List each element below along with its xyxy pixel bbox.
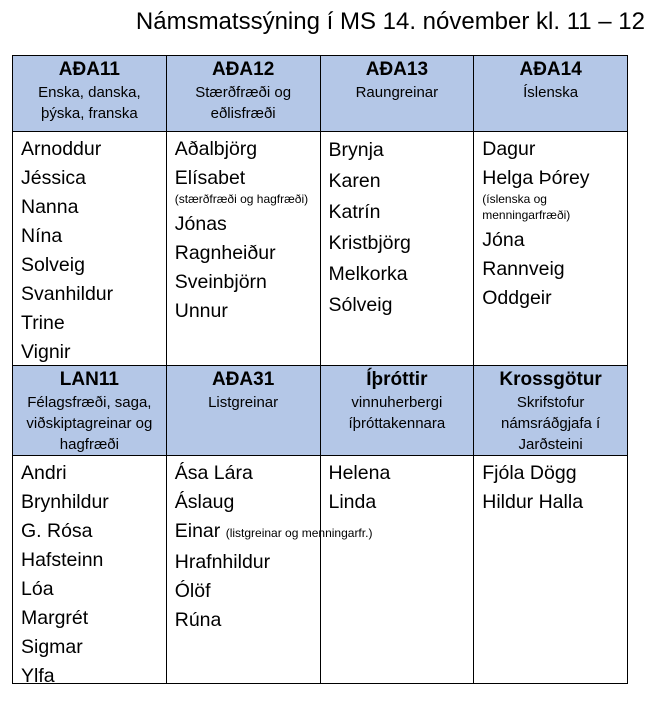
name-note: (listgreinar og menningarfr.) <box>225 526 373 540</box>
group-names-ithrottir <box>320 456 474 684</box>
group-header-ada31 <box>166 366 320 456</box>
name: Linda <box>328 491 377 513</box>
name: Vignir <box>21 341 71 363</box>
group-header-ada11 <box>13 56 167 132</box>
name: Melkorka <box>328 263 408 285</box>
name: Kristbjörg <box>328 232 411 254</box>
name: Ása Lára <box>174 462 253 484</box>
group-subject: Félagsfræði, saga, viðskiptagreinar og hagfræði <box>26 394 153 453</box>
name: Nína <box>21 225 63 247</box>
name: Svanhildur <box>21 283 114 305</box>
name: Oddgeir <box>482 287 552 309</box>
group-code: AÐA12 <box>211 59 275 80</box>
group-subject: Íslenska <box>523 84 579 101</box>
name: Karen <box>328 170 381 192</box>
name: Jónas <box>174 213 227 235</box>
group-header-ada14 <box>474 56 628 132</box>
group-subject: Enska, danska, þýska, franska <box>38 84 141 122</box>
group-header-ada12 <box>166 56 320 132</box>
name: Nanna <box>21 196 79 218</box>
name: Elísabet <box>174 167 246 189</box>
group-names-ada11 <box>13 132 167 366</box>
group-code: LAN11 <box>59 369 119 390</box>
name: Trine <box>21 312 65 334</box>
name: Hafsteinn <box>21 549 104 571</box>
name: Sólveig <box>328 294 393 316</box>
name: Rannveig <box>482 258 565 280</box>
name-note: (stærðfræði og hagfræði) <box>174 192 309 206</box>
group-code: Íþróttir <box>366 369 428 390</box>
name: Jóna <box>482 229 525 251</box>
name <box>174 517 373 548</box>
name: Brynja <box>328 139 384 161</box>
name-note: (íslenska og menningarfræði) <box>482 192 571 222</box>
name: Ólöf <box>174 580 211 602</box>
group-code: AÐA13 <box>365 59 429 80</box>
group-header-krossgotur <box>474 366 628 456</box>
name: Sigmar <box>21 636 83 658</box>
group-code: AÐA11 <box>58 59 120 80</box>
group-header-lan11 <box>13 366 167 456</box>
name: Aðalbjörg <box>174 138 258 160</box>
group-names-ada12 <box>166 132 320 366</box>
name: Áslaug <box>174 491 235 513</box>
name: Katrín <box>328 201 381 223</box>
group-header-ithrottir <box>320 366 474 456</box>
name: Ylfa <box>21 665 55 687</box>
name: Dagur <box>482 138 536 160</box>
group-code: AÐA14 <box>519 59 582 80</box>
name: Unnur <box>174 300 228 322</box>
name: Lóa <box>21 578 54 600</box>
group-code: AÐA31 <box>211 369 275 390</box>
name: Andri <box>21 462 67 484</box>
exhibition-table <box>12 55 628 687</box>
name: Fjóla Dögg <box>482 462 577 484</box>
name: Sveinbjörn <box>174 271 267 293</box>
name: G. Rósa <box>21 520 93 542</box>
name: Arnoddur <box>21 138 102 160</box>
group-names-lan11 <box>13 456 167 687</box>
group-names-ada14 <box>474 132 628 366</box>
name: Margrét <box>21 607 89 629</box>
group-subject: Listgreinar <box>208 394 279 411</box>
group-subject: vinnuherbergi íþróttakennara <box>348 394 446 432</box>
group-code: Krossgötur <box>499 369 602 390</box>
name: Solveig <box>21 254 85 276</box>
name: Hildur Halla <box>482 491 584 513</box>
name: Brynhildur <box>21 491 109 513</box>
group-names-ada13 <box>320 132 474 366</box>
name: Ragnheiður <box>174 242 276 264</box>
group-header-ada13 <box>320 56 474 132</box>
name: Jéssica <box>21 167 87 189</box>
group-subject: Stærðfræði og eðlisfræði <box>195 84 292 122</box>
group-subject: Raungreinar <box>355 84 439 101</box>
name: Helena <box>328 462 391 484</box>
group-names-krossgotur <box>474 456 628 684</box>
name: Rúna <box>174 609 222 631</box>
name: Hrafnhildur <box>174 551 271 573</box>
name-text: Einar <box>174 520 221 542</box>
group-subject: Skrifstofur námsráðgjafa í Jarðsteini <box>501 394 601 453</box>
page-title: Námsmatssýning í MS 14. nóvember kl. 11 – 12 <box>135 8 645 35</box>
name: Helga Þórey <box>482 167 590 189</box>
